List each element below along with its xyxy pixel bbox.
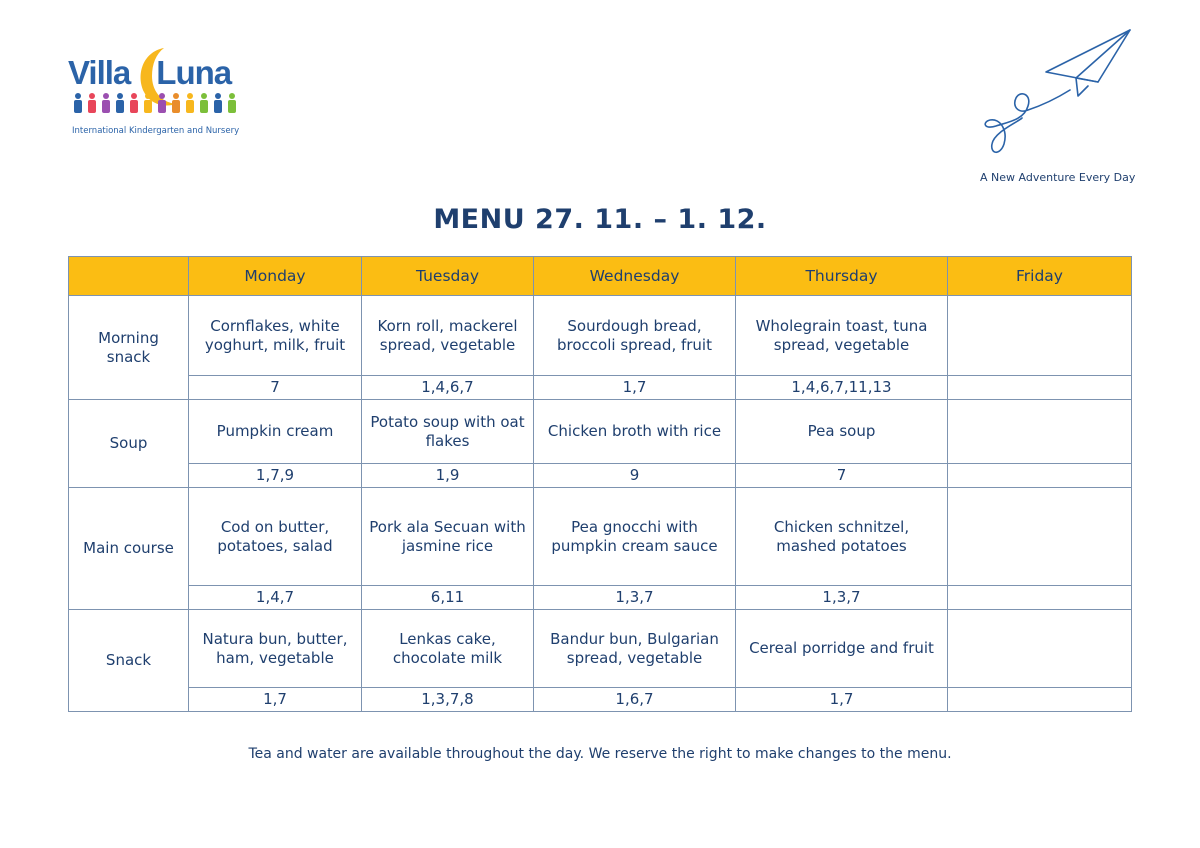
tagline: A New Adventure Every Day bbox=[980, 171, 1136, 184]
food-cell bbox=[948, 488, 1132, 586]
page-title: MENU 27. 11. – 1. 12. bbox=[433, 204, 767, 235]
food-cell bbox=[948, 610, 1132, 688]
header-corner bbox=[69, 257, 189, 296]
table-row bbox=[69, 400, 1132, 464]
allergen-row bbox=[69, 688, 1132, 712]
food-cell: Wholegrain toast, tuna spread, vegetable bbox=[736, 296, 948, 376]
food-cell: Chicken broth with rice bbox=[534, 400, 736, 464]
allergen-row bbox=[69, 464, 1132, 488]
allergen-cell: 6,11 bbox=[362, 586, 534, 610]
header-thursday: Thursday bbox=[736, 257, 948, 296]
allergen-cell bbox=[948, 376, 1132, 400]
allergen-row bbox=[69, 376, 1132, 400]
food-cell: Lenkas cake, chocolate milk bbox=[362, 610, 534, 688]
allergen-cell bbox=[948, 586, 1132, 610]
allergen-cell: 1,7 bbox=[534, 376, 736, 400]
allergen-cell: 7 bbox=[189, 376, 362, 400]
logo-subtitle: International Kindergarten and Nursery bbox=[72, 126, 240, 136]
header-monday: Monday bbox=[189, 257, 362, 296]
table-row bbox=[69, 488, 1132, 586]
logo-luna: Luna bbox=[156, 54, 232, 91]
allergen-cell: 1,4,7 bbox=[189, 586, 362, 610]
logo-wordmark bbox=[68, 54, 231, 92]
footer-note: Tea and water are available throughout the day. We reserve the right to make changes to the menu. bbox=[248, 746, 952, 762]
children-row-icon bbox=[70, 92, 240, 114]
food-cell: Natura bun, butter, ham, vegetable bbox=[189, 610, 362, 688]
table-row bbox=[69, 610, 1132, 688]
allergen-cell bbox=[948, 688, 1132, 712]
food-cell: Potato soup with oat flakes bbox=[362, 400, 534, 464]
logo-villa: Villa bbox=[68, 54, 131, 91]
table-header-row bbox=[69, 257, 1132, 296]
food-cell: Pumpkin cream bbox=[189, 400, 362, 464]
food-cell: Chicken schnitzel, mashed potatoes bbox=[736, 488, 948, 586]
header-friday: Friday bbox=[948, 257, 1132, 296]
allergen-cell: 9 bbox=[534, 464, 736, 488]
food-cell: Cod on butter, potatoes, salad bbox=[189, 488, 362, 586]
food-cell: Sourdough bread, broccoli spread, fruit bbox=[534, 296, 736, 376]
header-wednesday: Wednesday bbox=[534, 257, 736, 296]
food-cell bbox=[948, 400, 1132, 464]
allergen-cell bbox=[948, 464, 1132, 488]
food-cell: Pork ala Secuan with jasmine rice bbox=[362, 488, 534, 586]
allergen-cell: 1,6,7 bbox=[534, 688, 736, 712]
food-cell bbox=[948, 296, 1132, 376]
paper-plane-icon bbox=[978, 26, 1138, 158]
allergen-cell: 1,4,6,7,11,13 bbox=[736, 376, 948, 400]
allergen-cell: 1,7 bbox=[736, 688, 948, 712]
allergen-cell: 1,3,7 bbox=[534, 586, 736, 610]
header-tuesday: Tuesday bbox=[362, 257, 534, 296]
allergen-cell: 1,7 bbox=[189, 688, 362, 712]
food-cell: Pea soup bbox=[736, 400, 948, 464]
row-label-main-course: Main course bbox=[69, 488, 189, 610]
table-row bbox=[69, 296, 1132, 376]
allergen-row bbox=[69, 586, 1132, 610]
row-label-snack: Snack bbox=[69, 610, 189, 712]
allergen-cell: 1,4,6,7 bbox=[362, 376, 534, 400]
food-cell: Cereal porridge and fruit bbox=[736, 610, 948, 688]
allergen-cell: 1,3,7 bbox=[736, 586, 948, 610]
food-cell: Pea gnocchi with pumpkin cream sauce bbox=[534, 488, 736, 586]
food-cell: Cornflakes, white yoghurt, milk, fruit bbox=[189, 296, 362, 376]
allergen-cell: 1,7,9 bbox=[189, 464, 362, 488]
food-cell: Korn roll, mackerel spread, vegetable bbox=[362, 296, 534, 376]
row-label-soup: Soup bbox=[69, 400, 189, 488]
allergen-cell: 1,3,7,8 bbox=[362, 688, 534, 712]
row-label-morning-snack: Morning snack bbox=[69, 296, 189, 400]
allergen-cell: 7 bbox=[736, 464, 948, 488]
food-cell: Bandur bun, Bulgarian spread, vegetable bbox=[534, 610, 736, 688]
villa-luna-logo bbox=[64, 44, 264, 140]
allergen-cell: 1,9 bbox=[362, 464, 534, 488]
menu-table bbox=[68, 256, 1132, 712]
